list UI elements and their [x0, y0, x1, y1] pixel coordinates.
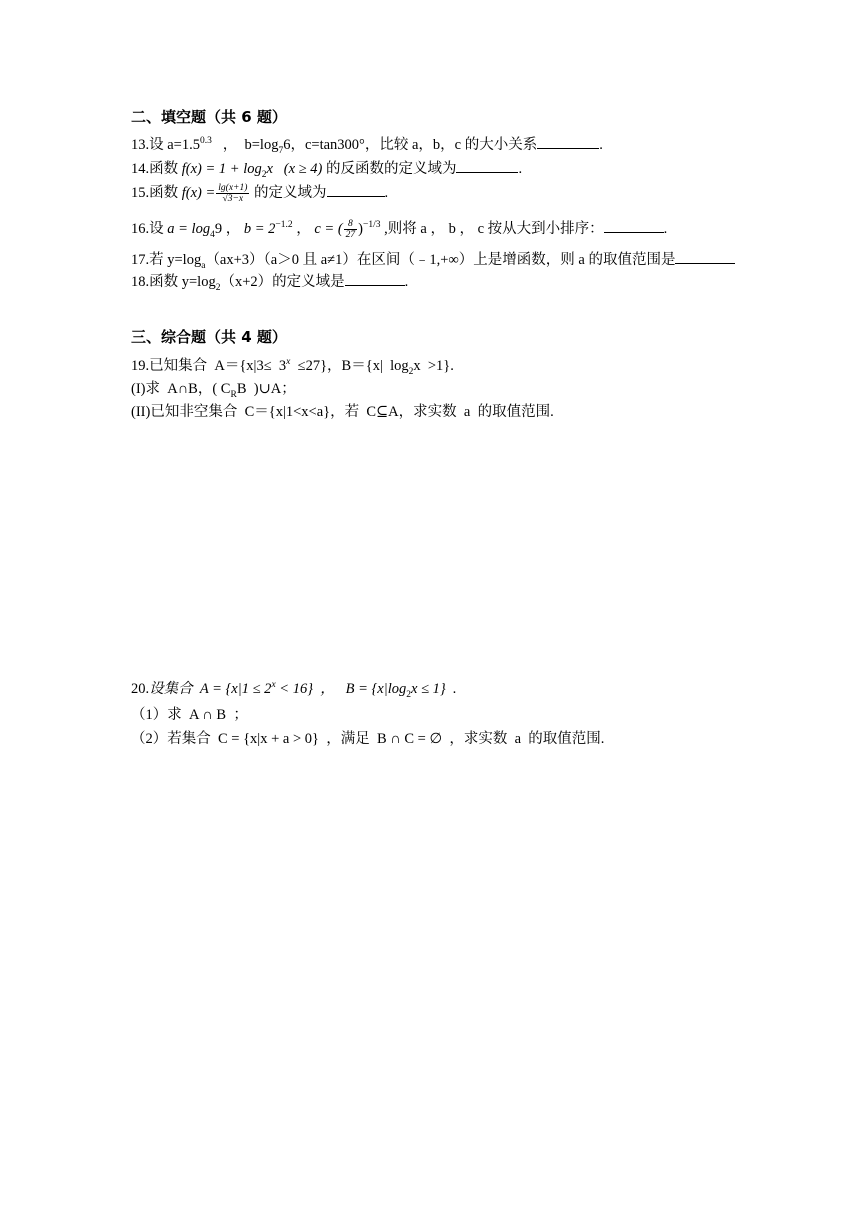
question-number: 16.	[131, 221, 150, 237]
answer-blank[interactable]	[456, 159, 518, 173]
question-19-line-2: (I)求 A∩B，( $C_RB$ )∪A；	[131, 381, 296, 400]
question-number: 18.	[131, 274, 150, 290]
section-heading-comprehensive: 三、综合题（共 4 题）	[131, 328, 287, 346]
question-20-line-2: （1）求 A ∩ B ；	[131, 707, 248, 723]
answer-blank[interactable]	[675, 250, 735, 264]
question-15: 15.函数 f(x) = $\frac{\lg(x+1)}{√3-x}$ 的定义域为 .	[131, 183, 389, 205]
answer-blank[interactable]	[537, 135, 599, 149]
section-heading-fill-in: 二、填空题（共 6 题）	[131, 108, 287, 126]
question-number: 19.	[131, 358, 150, 374]
question-number: 20.	[131, 681, 150, 697]
question-20-line-3: （2）若集合 C = {x|x + a > 0} ，满足 B ∩ C = ∅ ，求实数 a 的取值范围.	[131, 731, 605, 747]
answer-blank[interactable]	[604, 219, 664, 233]
fraction: $\frac{\lg(x+1)}{√3-x}$	[218, 183, 248, 205]
question-17: 17.若 $y=\log_a(ax+3)(a>0$ 且 a≠1）在区间（﹣1,+∞）上是增函数，则 a 的取值范围是	[131, 250, 735, 270]
question-20-line-1: 20.设集合 $A = \{x|1 \le 2^x < 16\}$ ， $B = \{x|\log_2x \le 1\}$ .	[131, 680, 457, 700]
question-19-line-1: 19.已知集合 A＝{x|3≤ 3$^x$ ≤27}，B＝{x| $\log_2x >1$}.	[131, 357, 454, 377]
question-19-line-3: (II)已知非空集合 C＝{x|1<x<a}，若 C⊆A，求实数 a 的取值范围.	[131, 404, 554, 420]
question-number: 17.	[131, 252, 150, 268]
answer-blank[interactable]	[327, 183, 385, 197]
question-16: 16.设 $a = \log_49$ ， $b = 2^{-1.2}$ ， c = ( $\frac{8}{27}$ )$^{-1/3}$ ,则将 a ， b ， c 按从大到小排序： .	[131, 219, 668, 241]
question-number: 13.	[131, 137, 150, 153]
question-14: 14.函数 $f(x) = 1 + \log_2x$ (x ≥ 4) 的反函数的定义域为 .	[131, 161, 523, 180]
question-number: 14.	[131, 161, 150, 177]
question-13: 13.设 $a=1.5^{0.3}$ ， $b=\log_76$，c=tan300°，比较 a，b，c 的大小关系 .	[131, 136, 603, 156]
fraction: $\frac{8}{27}$	[345, 219, 356, 241]
question-18: 18.函数 $y=\log_2(x+2)$的定义域是 .	[131, 274, 409, 293]
answer-blank[interactable]	[345, 272, 405, 286]
question-number: 15.	[131, 185, 150, 201]
